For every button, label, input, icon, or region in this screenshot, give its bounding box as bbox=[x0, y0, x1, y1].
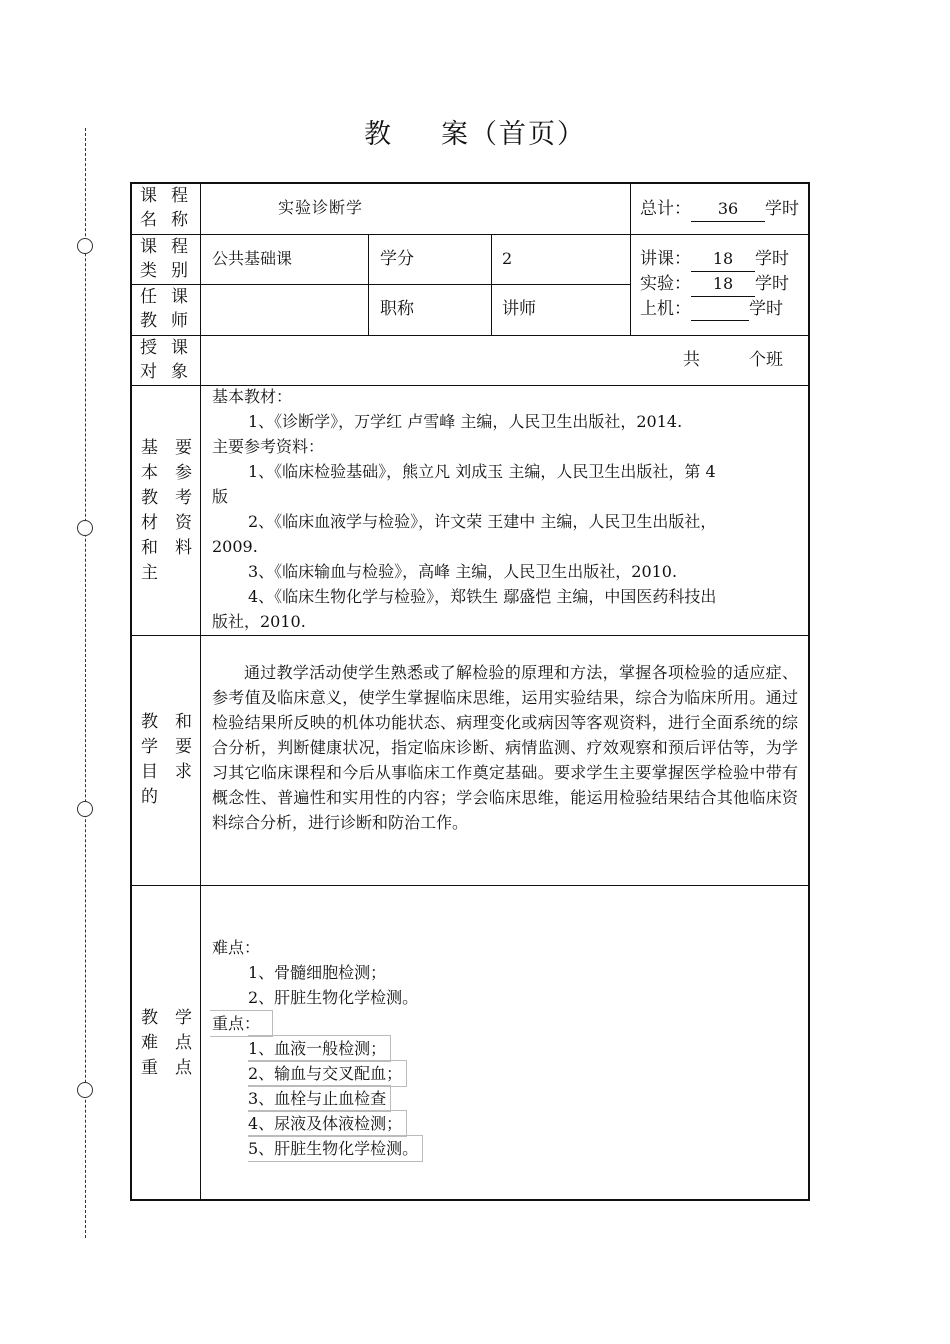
grid-line bbox=[131, 234, 809, 235]
difficult-1: 1、骨髓细胞检测； bbox=[248, 963, 387, 982]
grid-line bbox=[131, 284, 630, 285]
binding-hole bbox=[77, 520, 93, 536]
basic-textbook-1: 1、《诊断学》，万学红 卢雪峰 主编，人民卫生出版社，2014. bbox=[248, 412, 683, 431]
difficulties-label-col1: 教难重 bbox=[141, 1008, 158, 1078]
binding-dashed-line bbox=[85, 128, 86, 1238]
computer-hours-value bbox=[691, 300, 749, 321]
binding-hole bbox=[77, 801, 93, 817]
binding-hole bbox=[77, 1082, 93, 1098]
grid-line bbox=[131, 335, 809, 336]
objectives-label-col1: 教学目的 bbox=[141, 712, 158, 807]
objectives-label-col2: 和要求 bbox=[175, 712, 192, 782]
reference-1a: 1、《临床检验基础》，熊立凡 刘成玉 主编，人民卫生出版社，第 4 bbox=[248, 462, 716, 481]
grid-line bbox=[131, 635, 809, 636]
reference-4a: 4、《临床生物化学与检验》，郑铁生 鄢盛恺 主编，中国医药科技出 bbox=[248, 587, 717, 606]
grid-line bbox=[131, 885, 809, 886]
unit-label: 学时 bbox=[765, 199, 799, 219]
audience-total-label: 共 bbox=[683, 350, 700, 370]
total-label: 总计： bbox=[640, 199, 691, 219]
reference-3: 3、《临床输血与检验》，高峰 主编，人民卫生出版社，2010. bbox=[248, 562, 678, 581]
teacher-label: 任课教师 bbox=[140, 287, 188, 331]
course-name-value: 实验诊断学 bbox=[278, 198, 364, 217]
reference-2a: 2、《临床血液学与检验》，许文荣 王建中 主编，人民卫生出版社， bbox=[248, 512, 717, 531]
title-left: 教 bbox=[364, 119, 393, 150]
key-2: 2、输血与交叉配血； bbox=[248, 1060, 407, 1087]
total-hours-value: 36 bbox=[691, 197, 765, 222]
lecture-label: 讲课： bbox=[640, 249, 691, 269]
audience-classes-label: 个班 bbox=[749, 350, 783, 370]
reference-4b: 版社，2010. bbox=[212, 612, 306, 631]
course-name-label: 课程名称 bbox=[140, 186, 188, 230]
reference-heading: 主要参考资料： bbox=[212, 437, 325, 456]
audience-label: 授课对象 bbox=[140, 338, 188, 382]
difficulties-label-col2: 学点点 bbox=[175, 1008, 192, 1078]
key-heading: 重点： bbox=[210, 1010, 273, 1037]
lab-label: 实验： bbox=[640, 274, 691, 294]
key-1: 1、血液一般检测； bbox=[248, 1035, 391, 1062]
lab-hours-value: 18 bbox=[691, 272, 755, 297]
total-hours bbox=[640, 197, 799, 222]
credit-label: 学分 bbox=[380, 249, 414, 269]
course-type-label: 课程类别 bbox=[140, 237, 188, 281]
course-type-value: 公共基础课 bbox=[212, 249, 293, 268]
computer-label: 上机： bbox=[640, 299, 691, 319]
title-right: 案（首页） bbox=[441, 119, 586, 150]
unit-label: 学时 bbox=[755, 274, 789, 294]
difficult-heading: 难点： bbox=[212, 938, 261, 957]
binding-hole bbox=[77, 238, 93, 254]
title-label: 职称 bbox=[380, 299, 414, 319]
key-3: 3、血栓与止血检查 bbox=[248, 1085, 391, 1112]
computer-hours bbox=[640, 297, 783, 321]
credit-value: 2 bbox=[502, 249, 513, 268]
objectives-text: 通过教学活动使学生熟悉或了解检验的原理和方法，掌握各项检验的适应症、参考值及临床意义，使学生掌握临床思维，运用实验结果，综合为临床所用。通过检验结果所反映的机体功能状态、病理变化或病因等客观资料，进行全面系统的综合分析，判断健康状况，指定临床诊断、病情监测、疗效观察和预后评估等，为学习其它临床课程和今后从事临床工作奠定基础。要求学生主要掌握医学检验中带有概念性、普遍性和实用性的内容；学会临床思维，能运用检验结果结合其他临床资料综合分析，进行诊断和防治工作。 bbox=[212, 663, 798, 832]
reference-2b: 2009. bbox=[212, 537, 258, 556]
unit-label: 学时 bbox=[755, 249, 789, 269]
key-4: 4、尿液及体液检测； bbox=[248, 1110, 407, 1137]
grid-line bbox=[630, 183, 631, 335]
reference-1b: 版 bbox=[212, 487, 229, 506]
basic-textbook-heading: 基本教材： bbox=[212, 387, 293, 406]
materials-label-col2: 要参考资料 bbox=[175, 438, 192, 558]
title-value: 讲师 bbox=[502, 299, 536, 319]
materials-label-col1: 基本教材和主 bbox=[141, 438, 158, 583]
unit-label: 学时 bbox=[749, 299, 783, 319]
page-title bbox=[0, 112, 950, 151]
difficult-2: 2、肝脏生物化学检测。 bbox=[248, 988, 419, 1007]
lecture-hours bbox=[640, 247, 789, 272]
lecture-hours-value: 18 bbox=[691, 247, 755, 272]
key-5: 5、肝脏生物化学检测。 bbox=[248, 1135, 423, 1162]
lab-hours bbox=[640, 272, 789, 297]
